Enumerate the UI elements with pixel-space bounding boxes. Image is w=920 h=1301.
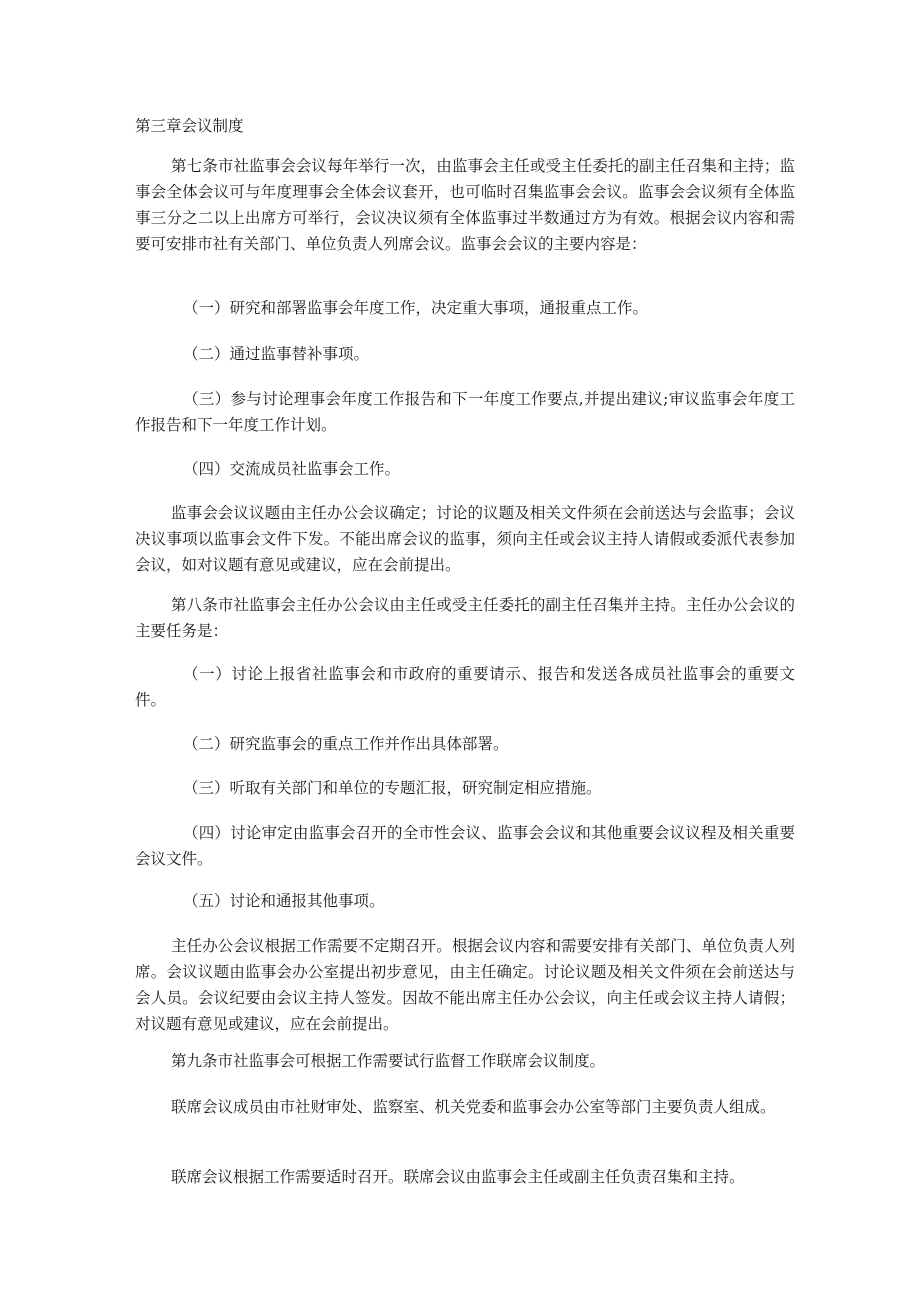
article-9-convening-paragraph: 联席会议根据工作需要适时召开。联席会议由监事会主任或副主任负责召集和主持。 bbox=[171, 1168, 745, 1186]
article-8-item-1: （一）讨论上报省社监事会和市政府的重要请示、报告和发送各成员社监事会的重要文件。 bbox=[135, 665, 795, 709]
article-8-item-3: （三）听取有关部门和单位的专题汇报，研究制定相应措施。 bbox=[183, 779, 602, 797]
article-8-meeting-paragraph: 主任办公会议根据工作需要不定期召开。根据会议内容和需要安排有关部门、单位负责人列席。会议议题由监事会办公室提出初步意见，由主任确定。讨论议题及相关文件须在会前送达与会人员。会议纪要由会议主持人签发。因故不能出席主任办公会议，向主任或会议主持人请假；对议题有意见或建议，应在会前提出。 bbox=[135, 937, 795, 1033]
article-8-item-4: （四）讨论审定由监事会召开的全市性会议、监事会会议和其他重要会议议程及相关重要会议文件。 bbox=[135, 824, 795, 868]
chapter-title: 第三章会议制度 bbox=[135, 117, 244, 135]
article-8-item-5: （五）讨论和通报其他事项。 bbox=[183, 892, 385, 910]
article-7-item-4: （四）交流成员社监事会工作。 bbox=[183, 460, 401, 478]
article-9-paragraph: 第九条市社监事会可根据工作需要试行监督工作联席会议制度。 bbox=[171, 1052, 606, 1070]
article-7-agenda-paragraph: 监事会会议议题由主任办公会议确定；讨论的议题及相关文件须在会前送达与会监事；会议决议事项以监事会文件下发。不能出席会议的监事，须向主任或会议主持人请假或委派代表参加会议，如对议题有意见或建议，应在会前提出。 bbox=[135, 504, 795, 574]
article-7-item-3: （三）参与讨论理事会年度工作报告和下一年度工作要点,并提出建议;审议监事会年度工作报告和下一年度工作计划。 bbox=[135, 390, 795, 434]
article-7-item-2: （二）通过监事替补事项。 bbox=[183, 345, 370, 363]
article-7-item-1: （一）研究和部署监事会年度工作，决定重大事项，通报重点工作。 bbox=[183, 299, 649, 317]
article-7-paragraph: 第七条市社监事会会议每年举行一次，由监事会主任或受主任委托的副主任召集和主持；监事会全体会议可与年度理事会全体会议套开，也可临时召集监事会会议。监事会会议须有全体监事三分之二以上出席方可举行，会议决议须有全体监事过半数通过方为有效。根据会议内容和需要可安排市社有关部门、单位负责人列席会议。监事会会议的主要内容是： bbox=[135, 157, 795, 253]
article-8-paragraph: 第八条市社监事会主任办公会议由主任或受主任委托的副主任召集并主持。主任办公会议的主要任务是： bbox=[135, 596, 795, 640]
article-8-item-2: （二）研究监事会的重点工作并作出具体部署。 bbox=[183, 735, 509, 753]
article-9-members-paragraph: 联席会议成员由市社财审处、监察室、机关党委和监事会办公室等部门主要负责人组成。 bbox=[171, 1098, 776, 1116]
